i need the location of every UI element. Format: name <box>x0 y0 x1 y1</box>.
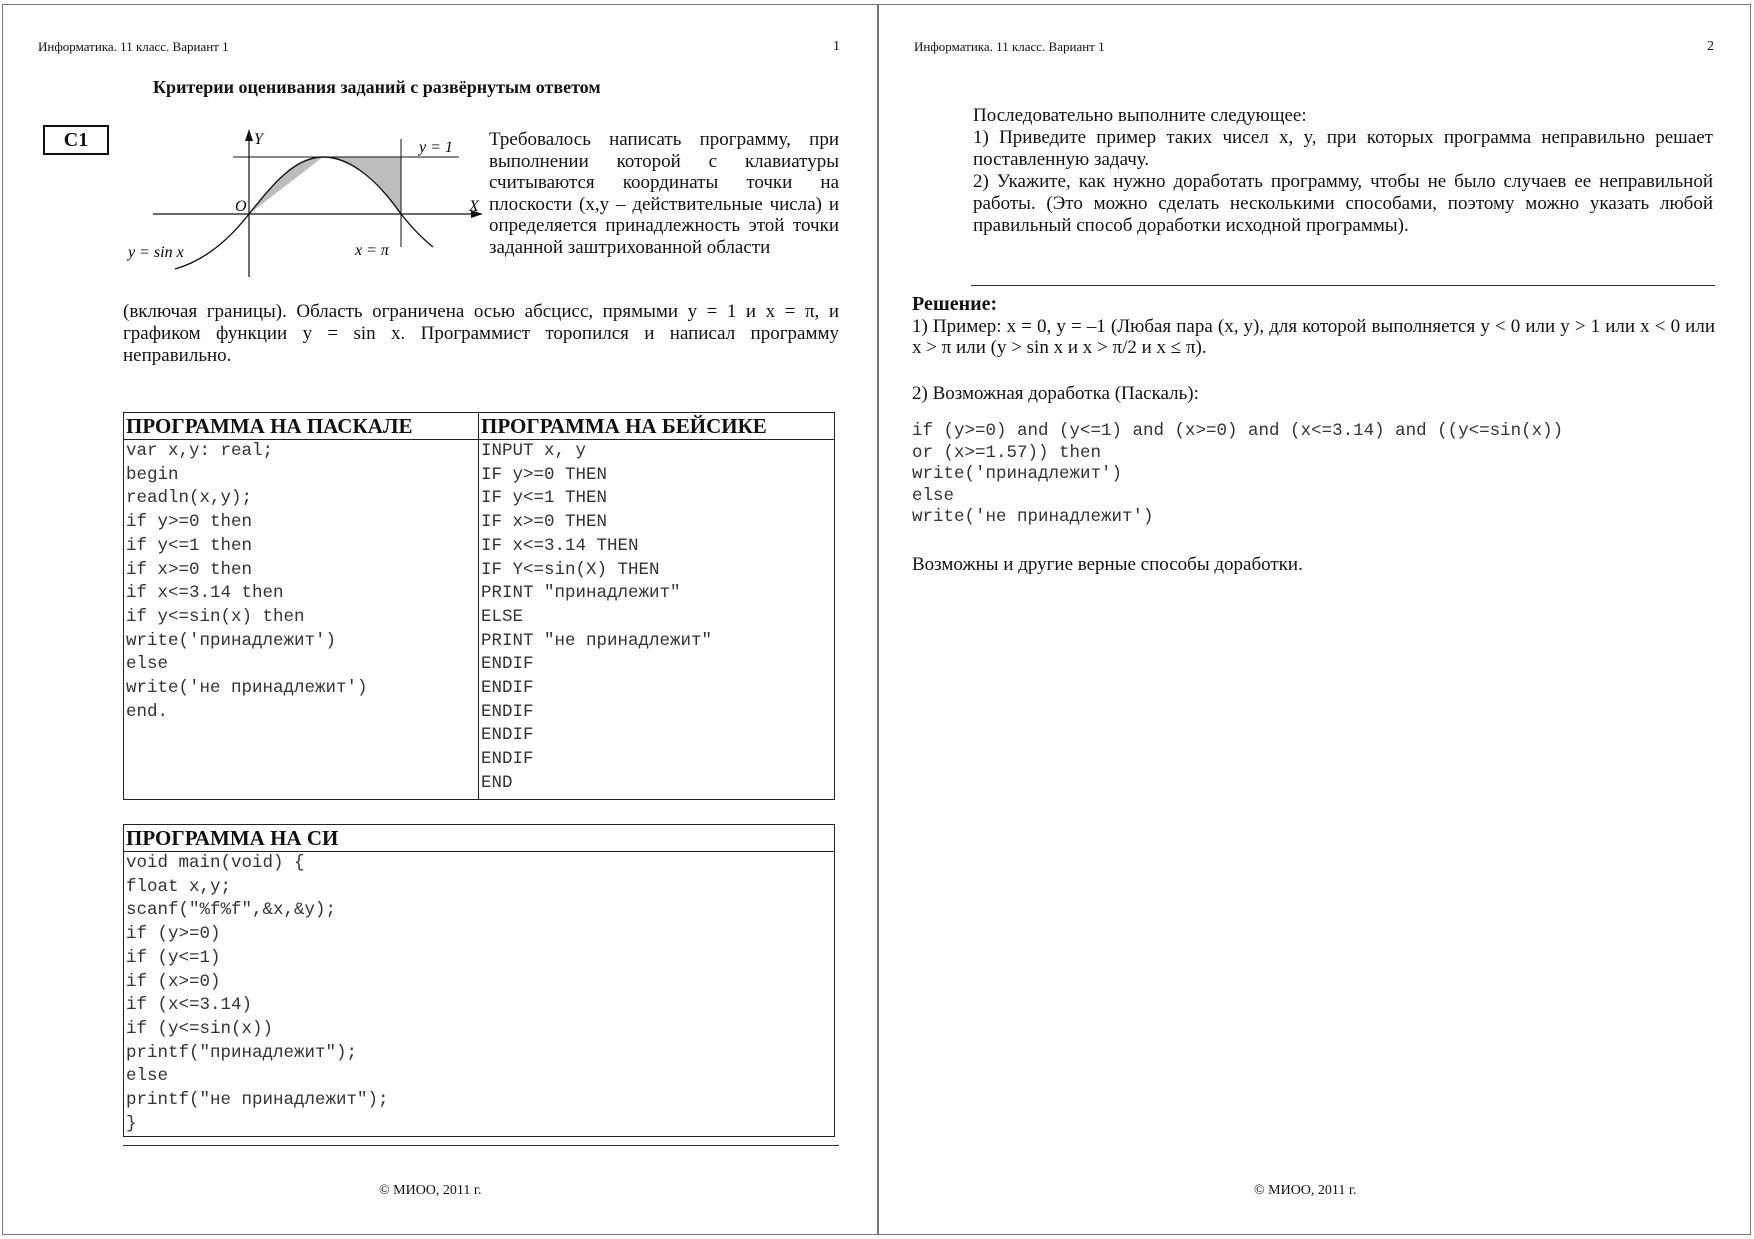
basic-code-line: IF x<=3.14 THEN <box>481 535 639 556</box>
pascal-code-line: if y<=1 then <box>126 535 253 556</box>
page-header: Информатика. 11 класс. Вариант 1 <box>38 39 229 54</box>
pascal-code-line: if y<=sin(x) then <box>126 606 305 627</box>
axis-label-x: X <box>469 198 479 215</box>
c-code-line: printf("принадлежит"); <box>126 1042 358 1063</box>
task-badge: C1 <box>43 125 109 155</box>
pascal-code-line: end. <box>126 701 169 722</box>
basic-code-line: ENDIF <box>481 749 534 770</box>
solution-item-2-title: 2) Возможная доработка (Паскаль): <box>912 383 1199 404</box>
basic-code-line: IF x>=0 THEN <box>481 512 608 533</box>
pascal-code-line: readln(x,y); <box>126 488 253 509</box>
label-x-equals-pi: x = π <box>355 242 389 259</box>
basic-code-cell <box>479 440 835 800</box>
c-code-line: if (x>=0) <box>126 971 221 992</box>
page-number: 1 <box>833 39 840 54</box>
task-lead: Последовательно выполните следующее: <box>973 105 1307 126</box>
axis-label-y: Y <box>254 131 263 148</box>
fixed-code-line: else <box>912 485 955 506</box>
basic-code-line: PRINT "не принадлежит" <box>481 630 713 651</box>
basic-code-line: ENDIF <box>481 654 534 675</box>
pascal-code-line: if x<=3.14 then <box>126 583 284 604</box>
c-code-line: float x,y; <box>126 876 232 897</box>
basic-code-line: IF y>=0 THEN <box>481 464 608 485</box>
pascal-code-line: write('не принадлежит') <box>126 678 368 699</box>
page-1 <box>2 4 878 1235</box>
task-item-1: 1) Приведите пример таких чисел x, y, при которых программа неправильно решает поставленную задачу. <box>973 127 1713 170</box>
solution-item-1: 1) Пример: x = 0, y = –1 (Любая пара (x, y), для которой выполняется y < 0 или y > 1 или x < 0 или x > π или (y > sin x и x > π/2 и x ≤ π). <box>912 316 1715 358</box>
c-code-cell <box>124 852 835 1137</box>
c-code-line: else <box>126 1066 169 1087</box>
table-header-basic: ПРОГРАММА НА БЕЙСИКЕ <box>479 413 835 440</box>
origin-label: O <box>235 198 247 215</box>
task-item-2: 2) Укажите, как нужно доработать программу, чтобы не было случаев ее неправильной работы. (Это можно сделать несколькими способами, поэтому можно указать любой правильный способ доработки исходной программы). <box>973 171 1713 236</box>
y-axis-arrow <box>245 129 253 141</box>
basic-code-line: ENDIF <box>481 725 534 746</box>
basic-code-line: IF y<=1 THEN <box>481 488 608 509</box>
basic-code-line: IF Y<=sin(X) THEN <box>481 559 660 580</box>
pascal-code-line: begin <box>126 464 179 485</box>
pascal-code-line: if y>=0 then <box>126 512 253 533</box>
task-description-continued: (включая границы). Область ограничена осью абсцисс, прямыми y = 1 и x = π, и графиком функции y = sin x. Программист торопился и написал программу неправильно. <box>123 301 839 366</box>
pascal-code-line: write('принадлежит') <box>126 630 337 651</box>
basic-code-line: PRINT "принадлежит" <box>481 583 681 604</box>
separator-rule <box>971 285 1715 286</box>
pascal-code-line: var x,y: real; <box>126 441 274 461</box>
fixed-code-line: or (x>=1.57)) then <box>912 442 1102 463</box>
fixed-code-block <box>912 421 1563 529</box>
basic-code-line: ENDIF <box>481 701 534 722</box>
c-code-line: printf("не принадлежит"); <box>126 1090 389 1111</box>
c-code-line: if (y<=sin(x)) <box>126 1018 274 1039</box>
c-code-line: if (y>=0) <box>126 924 221 945</box>
table-header-c: ПРОГРАММА НА СИ <box>124 825 835 852</box>
c-code-line: if (y<=1) <box>126 947 221 968</box>
programs-table-pascal-basic <box>123 412 835 800</box>
closing-note: Возможны и другие верные способы доработки. <box>912 554 1303 575</box>
c-code-line: } <box>126 1113 137 1134</box>
basic-code-line: INPUT x, y <box>481 441 587 461</box>
fixed-code-line: if (y>=0) and (y<=1) and (x>=0) and (x<=3.14) and ((y<=sin(x)) <box>912 421 1564 441</box>
pascal-code-line: else <box>126 654 169 675</box>
table-header-pascal: ПРОГРАММА НА ПАСКАЛЕ <box>124 413 479 440</box>
region-graph <box>123 129 489 279</box>
page-number: 2 <box>1707 39 1714 54</box>
c-code-line: if (x<=3.14) <box>126 995 253 1016</box>
label-y-equals-1: y = 1 <box>419 139 453 156</box>
c-code-line: void main(void) { <box>126 853 305 873</box>
task-description: Требовалось написать программу, при выполнении которой с клавиатуры считываются координаты точки на плоскости (x,y – действительные числа) и определяется принадлежность этой точки заданной заштрихованной области <box>489 129 839 258</box>
basic-code-line: ENDIF <box>481 678 534 699</box>
page-header: Информатика. 11 класс. Вариант 1 <box>914 39 1105 54</box>
pascal-code-cell <box>124 440 479 800</box>
page-footer: © МИОО, 2011 г. <box>1254 1183 1357 1198</box>
basic-code-line: END <box>481 772 513 793</box>
page-title: Критерии оценивания заданий с развёрнутым ответом <box>153 77 601 97</box>
c-code-line: scanf("%f%f",&x,&y); <box>126 900 337 921</box>
table-bottom-rule <box>123 1145 839 1146</box>
programs-table-c <box>123 824 835 1137</box>
solution-title: Решение: <box>912 293 998 315</box>
basic-code-line: ELSE <box>481 606 524 627</box>
page-footer: © МИОО, 2011 г. <box>379 1183 482 1198</box>
fixed-code-line: write('не принадлежит') <box>912 507 1154 527</box>
fixed-code-line: write('принадлежит') <box>912 464 1123 484</box>
pascal-code-line: if x>=0 then <box>126 559 253 580</box>
page-2 <box>878 4 1751 1235</box>
label-y-sin-x: y = sin x <box>128 244 184 261</box>
